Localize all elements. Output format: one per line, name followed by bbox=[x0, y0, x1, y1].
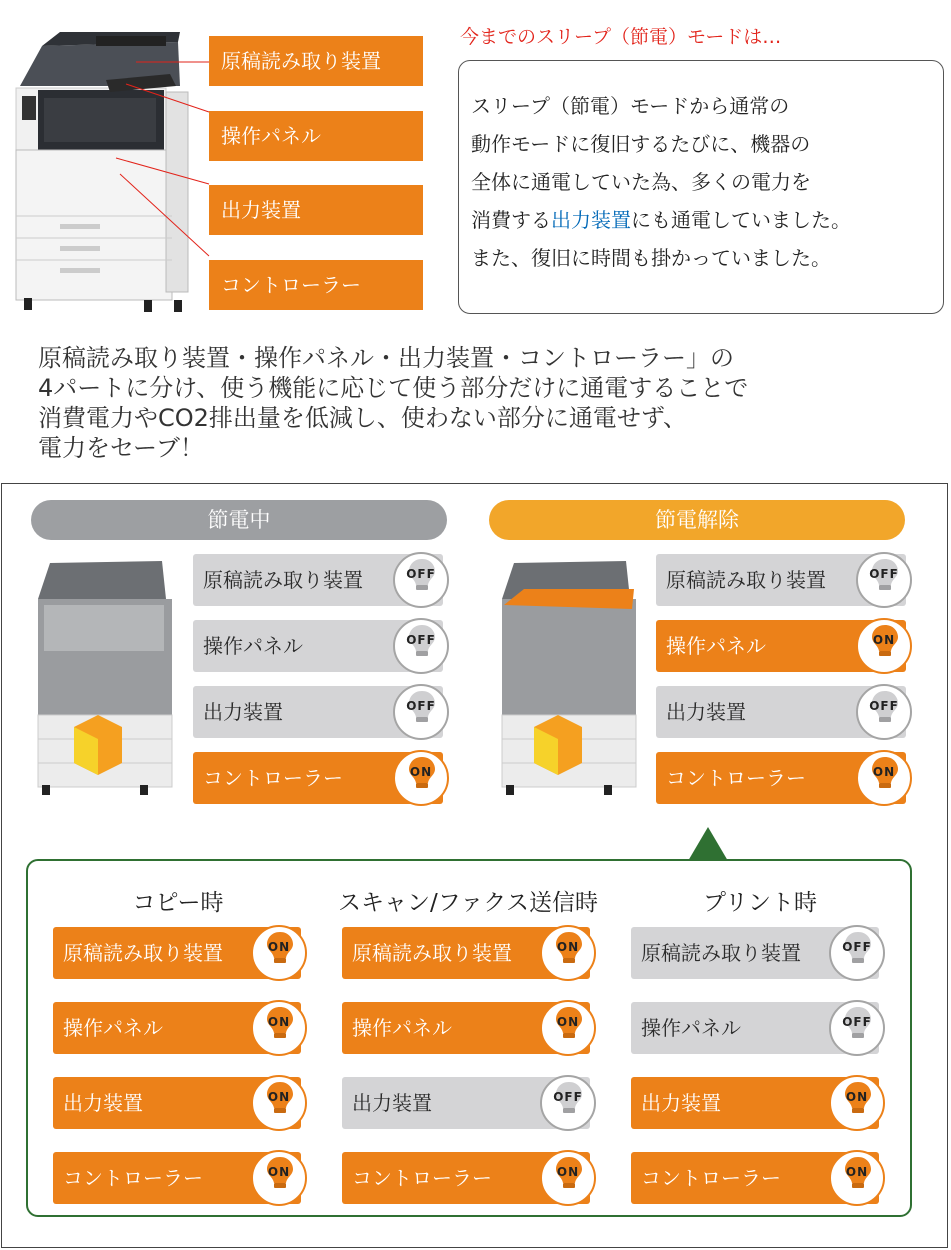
part-label: 原稿読み取り装置 bbox=[63, 941, 223, 965]
power-state-label: OFF bbox=[406, 567, 436, 581]
func0-control-panel-row bbox=[53, 1002, 301, 1054]
func0-controller-row bbox=[53, 1152, 301, 1204]
function-title-copy: コピー時 bbox=[132, 890, 224, 916]
power-off-indicator bbox=[393, 684, 449, 740]
mode1-controller-row bbox=[656, 752, 906, 804]
explanation-line: 消費する出力装置にも通電していました。 bbox=[471, 208, 851, 232]
mode0-scanner-row bbox=[193, 554, 443, 606]
power-state-label: OFF bbox=[553, 1090, 583, 1104]
intro-line: 4パートに分け、使う機能に応じて使う部分だけに通電することで bbox=[38, 374, 749, 402]
part-label: 操作パネル bbox=[641, 1016, 741, 1040]
power-state-label: ON bbox=[872, 633, 896, 647]
power-on-indicator bbox=[829, 1075, 885, 1131]
intro-line: 消費電力やCO2排出量を低減し、使わない部分に通電せず、 bbox=[38, 404, 687, 432]
function-title-print: プリント時 bbox=[702, 890, 818, 916]
mode1-control-panel-row bbox=[656, 620, 906, 672]
power-on-indicator bbox=[251, 925, 307, 981]
part-label: 原稿読み取り装置 bbox=[666, 568, 826, 592]
power-off-indicator bbox=[829, 925, 885, 981]
power-state-label: ON bbox=[556, 1165, 580, 1179]
printer-sleeping-illustration bbox=[34, 555, 180, 799]
mode0-control-panel-row bbox=[193, 620, 443, 672]
power-off-indicator bbox=[856, 684, 912, 740]
power-state-label: OFF bbox=[869, 699, 899, 713]
func2-output-unit-row bbox=[631, 1077, 879, 1129]
power-off-indicator bbox=[829, 1000, 885, 1056]
part-label: コントローラー bbox=[641, 1166, 781, 1190]
arrow-up-icon bbox=[688, 827, 728, 861]
mode1-output-unit-row bbox=[656, 686, 906, 738]
power-state-label: ON bbox=[556, 1015, 580, 1029]
func0-scanner-row bbox=[53, 927, 301, 979]
explanation-line: 全体に通電していた為、多くの電力を bbox=[471, 170, 811, 194]
label-controller: コントローラー bbox=[209, 260, 423, 310]
power-state-label: OFF bbox=[869, 567, 899, 581]
printer-woken-illustration bbox=[498, 555, 644, 799]
function-title-scan-fax: スキャン/ファクス送信時 bbox=[337, 890, 599, 916]
power-state-label: ON bbox=[872, 765, 896, 779]
part-label: 操作パネル bbox=[352, 1016, 452, 1040]
power-state-label: OFF bbox=[406, 699, 436, 713]
part-label: 原稿読み取り装置 bbox=[352, 941, 512, 965]
part-label: 原稿読み取り装置 bbox=[641, 941, 801, 965]
part-label: コントローラー bbox=[203, 766, 343, 790]
highlight-output-unit: 出力装置 bbox=[551, 208, 631, 232]
power-state-label: ON bbox=[845, 1165, 869, 1179]
previous-mode-explanation bbox=[458, 60, 944, 314]
explanation-line: また、復旧に時間も掛かっていました。 bbox=[471, 246, 831, 270]
mode0-output-unit-row bbox=[193, 686, 443, 738]
power-state-label: OFF bbox=[842, 1015, 872, 1029]
label-control-panel: 操作パネル bbox=[209, 111, 423, 161]
power-on-indicator bbox=[540, 1000, 596, 1056]
previous-mode-heading: 今までのスリープ（節電）モードは… bbox=[460, 26, 782, 48]
part-label: コントローラー bbox=[63, 1166, 203, 1190]
power-off-indicator bbox=[540, 1075, 596, 1131]
power-on-indicator bbox=[540, 1150, 596, 1206]
power-off-indicator bbox=[856, 552, 912, 608]
intro-text bbox=[38, 343, 748, 463]
label-scanner: 原稿読み取り装置 bbox=[209, 36, 423, 86]
mode-title-woken: 節電解除 bbox=[489, 500, 905, 540]
power-state-label: OFF bbox=[842, 940, 872, 954]
power-state-label: ON bbox=[267, 940, 291, 954]
part-label: 出力装置 bbox=[352, 1091, 432, 1115]
part-label: コントローラー bbox=[352, 1166, 492, 1190]
power-state-label: ON bbox=[409, 765, 433, 779]
power-on-indicator bbox=[856, 750, 912, 806]
power-state-label: ON bbox=[267, 1090, 291, 1104]
power-on-indicator bbox=[540, 925, 596, 981]
power-on-indicator bbox=[856, 618, 912, 674]
explanation-line: 動作モードに復旧するたびに、機器の bbox=[471, 132, 811, 156]
part-label: 操作パネル bbox=[666, 634, 766, 658]
mode-title-sleeping: 節電中 bbox=[31, 500, 447, 540]
intro-line: 電力をセーブ！ bbox=[38, 434, 204, 462]
func2-scanner-row bbox=[631, 927, 879, 979]
part-label: 出力装置 bbox=[63, 1091, 143, 1115]
part-label: 出力装置 bbox=[641, 1091, 721, 1115]
func2-control-panel-row bbox=[631, 1002, 879, 1054]
power-on-indicator bbox=[251, 1000, 307, 1056]
part-label: 操作パネル bbox=[203, 634, 303, 658]
power-on-indicator bbox=[829, 1150, 885, 1206]
func1-controller-row bbox=[342, 1152, 590, 1204]
mode0-controller-row bbox=[193, 752, 443, 804]
part-label: 原稿読み取り装置 bbox=[203, 568, 363, 592]
func1-output-unit-row bbox=[342, 1077, 590, 1129]
power-on-indicator bbox=[251, 1075, 307, 1131]
power-on-indicator bbox=[393, 750, 449, 806]
part-label: 操作パネル bbox=[63, 1016, 163, 1040]
func1-scanner-row bbox=[342, 927, 590, 979]
power-state-label: ON bbox=[845, 1090, 869, 1104]
intro-line: 原稿読み取り装置・操作パネル・出力装置・コントローラー」の bbox=[38, 344, 734, 372]
part-label: 出力装置 bbox=[203, 700, 283, 724]
power-on-indicator bbox=[251, 1150, 307, 1206]
part-label: 出力装置 bbox=[666, 700, 746, 724]
power-state-label: ON bbox=[267, 1165, 291, 1179]
power-state-label: ON bbox=[267, 1015, 291, 1029]
power-state-label: ON bbox=[556, 940, 580, 954]
power-off-indicator bbox=[393, 618, 449, 674]
power-off-indicator bbox=[393, 552, 449, 608]
func1-control-panel-row bbox=[342, 1002, 590, 1054]
power-state-label: OFF bbox=[406, 633, 436, 647]
func0-output-unit-row bbox=[53, 1077, 301, 1129]
part-label: コントローラー bbox=[666, 766, 806, 790]
func2-controller-row bbox=[631, 1152, 879, 1204]
explanation-line: スリープ（節電）モードから通常の bbox=[471, 94, 790, 118]
mode1-scanner-row bbox=[656, 554, 906, 606]
label-output-unit: 出力装置 bbox=[209, 185, 423, 235]
